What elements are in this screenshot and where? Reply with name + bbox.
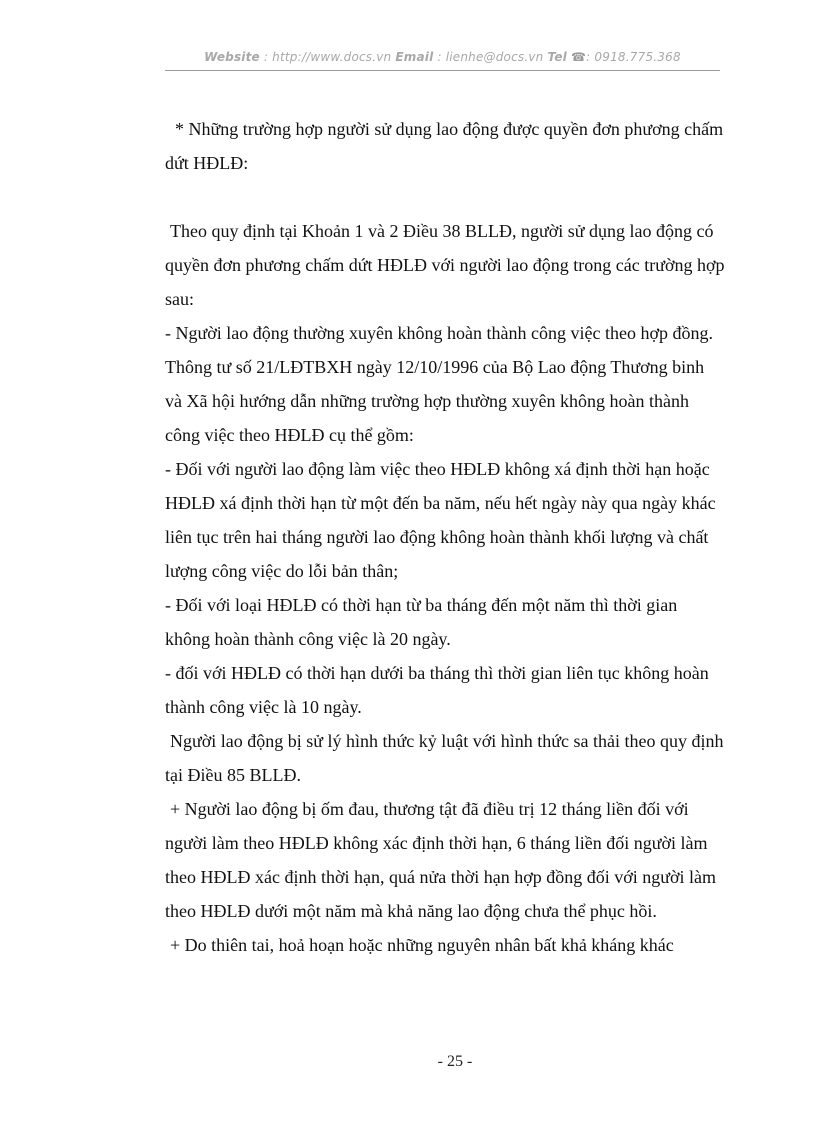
email-value: : lienhe@docs.vn [437, 50, 544, 64]
tel-label: Tel [547, 50, 567, 64]
list-item: - đối với HĐLĐ có thời hạn dưới ba tháng thì thời gian liên tục không hoàn thành công việc là 10 ngày. [165, 663, 709, 717]
list-item: Người lao động bị sử lý hình thức kỷ luật với hình thức sa thải theo quy định tại Điều 85 BLLĐ. [165, 731, 724, 785]
paragraph-gap [165, 180, 725, 214]
list-item: + Người lao động bị ốm đau, thương tật đã điều trị 12 tháng liền đối với người làm theo HĐLĐ không xác định thời hạn, 6 tháng liền đối người làm theo HĐLĐ xác định thời hạn, quá nửa thời hạn hợp đồng đối với người làm theo HĐLĐ dưới một năm mà khả năng lao động chưa thể phục hồi. [165, 799, 717, 921]
email-label: Email [395, 50, 434, 64]
header-divider [165, 70, 720, 71]
document-body [165, 112, 725, 962]
list-item: - Đối với loại HĐLĐ có thời hạn từ ba tháng đến một năm thì thời gian không hoàn thành công việc là 20 ngày. [165, 595, 678, 649]
list-item: - Người lao động thường xuyên không hoàn thành công việc theo hợp đồng. Thông tư số 21/LĐTBXH ngày 12/10/1996 của Bộ Lao động Thương binh và Xã hội hướng dẫn những trường hợp thường xuyên không hoàn thành công việc theo HĐLĐ cụ thể gồm: [165, 323, 713, 445]
page-header [165, 50, 720, 64]
website-label: Website [204, 50, 260, 64]
section-heading: * Những trường hợp người sử dụng lao động được quyền đơn phương chấm dứt HĐLĐ: [165, 119, 724, 173]
intro-paragraph: Theo quy định tại Khoản 1 và 2 Điều 38 BLLĐ, người sử dụng lao động có quyền đơn phương chấm dứt HĐLĐ với người lao động trong các trường hợp sau: [165, 221, 725, 309]
tel-value: : 0918.775.368 [586, 50, 681, 64]
website-value: : http://www.docs.vn [263, 50, 392, 64]
list-item: + Do thiên tai, hoả hoạn hoặc những nguyên nhân bất khả kháng khác [170, 935, 674, 955]
list-item: - Đối với người lao động làm việc theo HĐLĐ không xá định thời hạn hoặc HĐLĐ xá định thời hạn từ một đến ba năm, nếu hết ngày này qua ngày khác liên tục trên hai tháng người lao động không hoàn thành khối lượng và chất lượng công việc do lỗi bản thân; [165, 459, 716, 581]
phone-icon: ☎ [571, 50, 587, 64]
page-number: - 25 - [437, 1053, 473, 1070]
